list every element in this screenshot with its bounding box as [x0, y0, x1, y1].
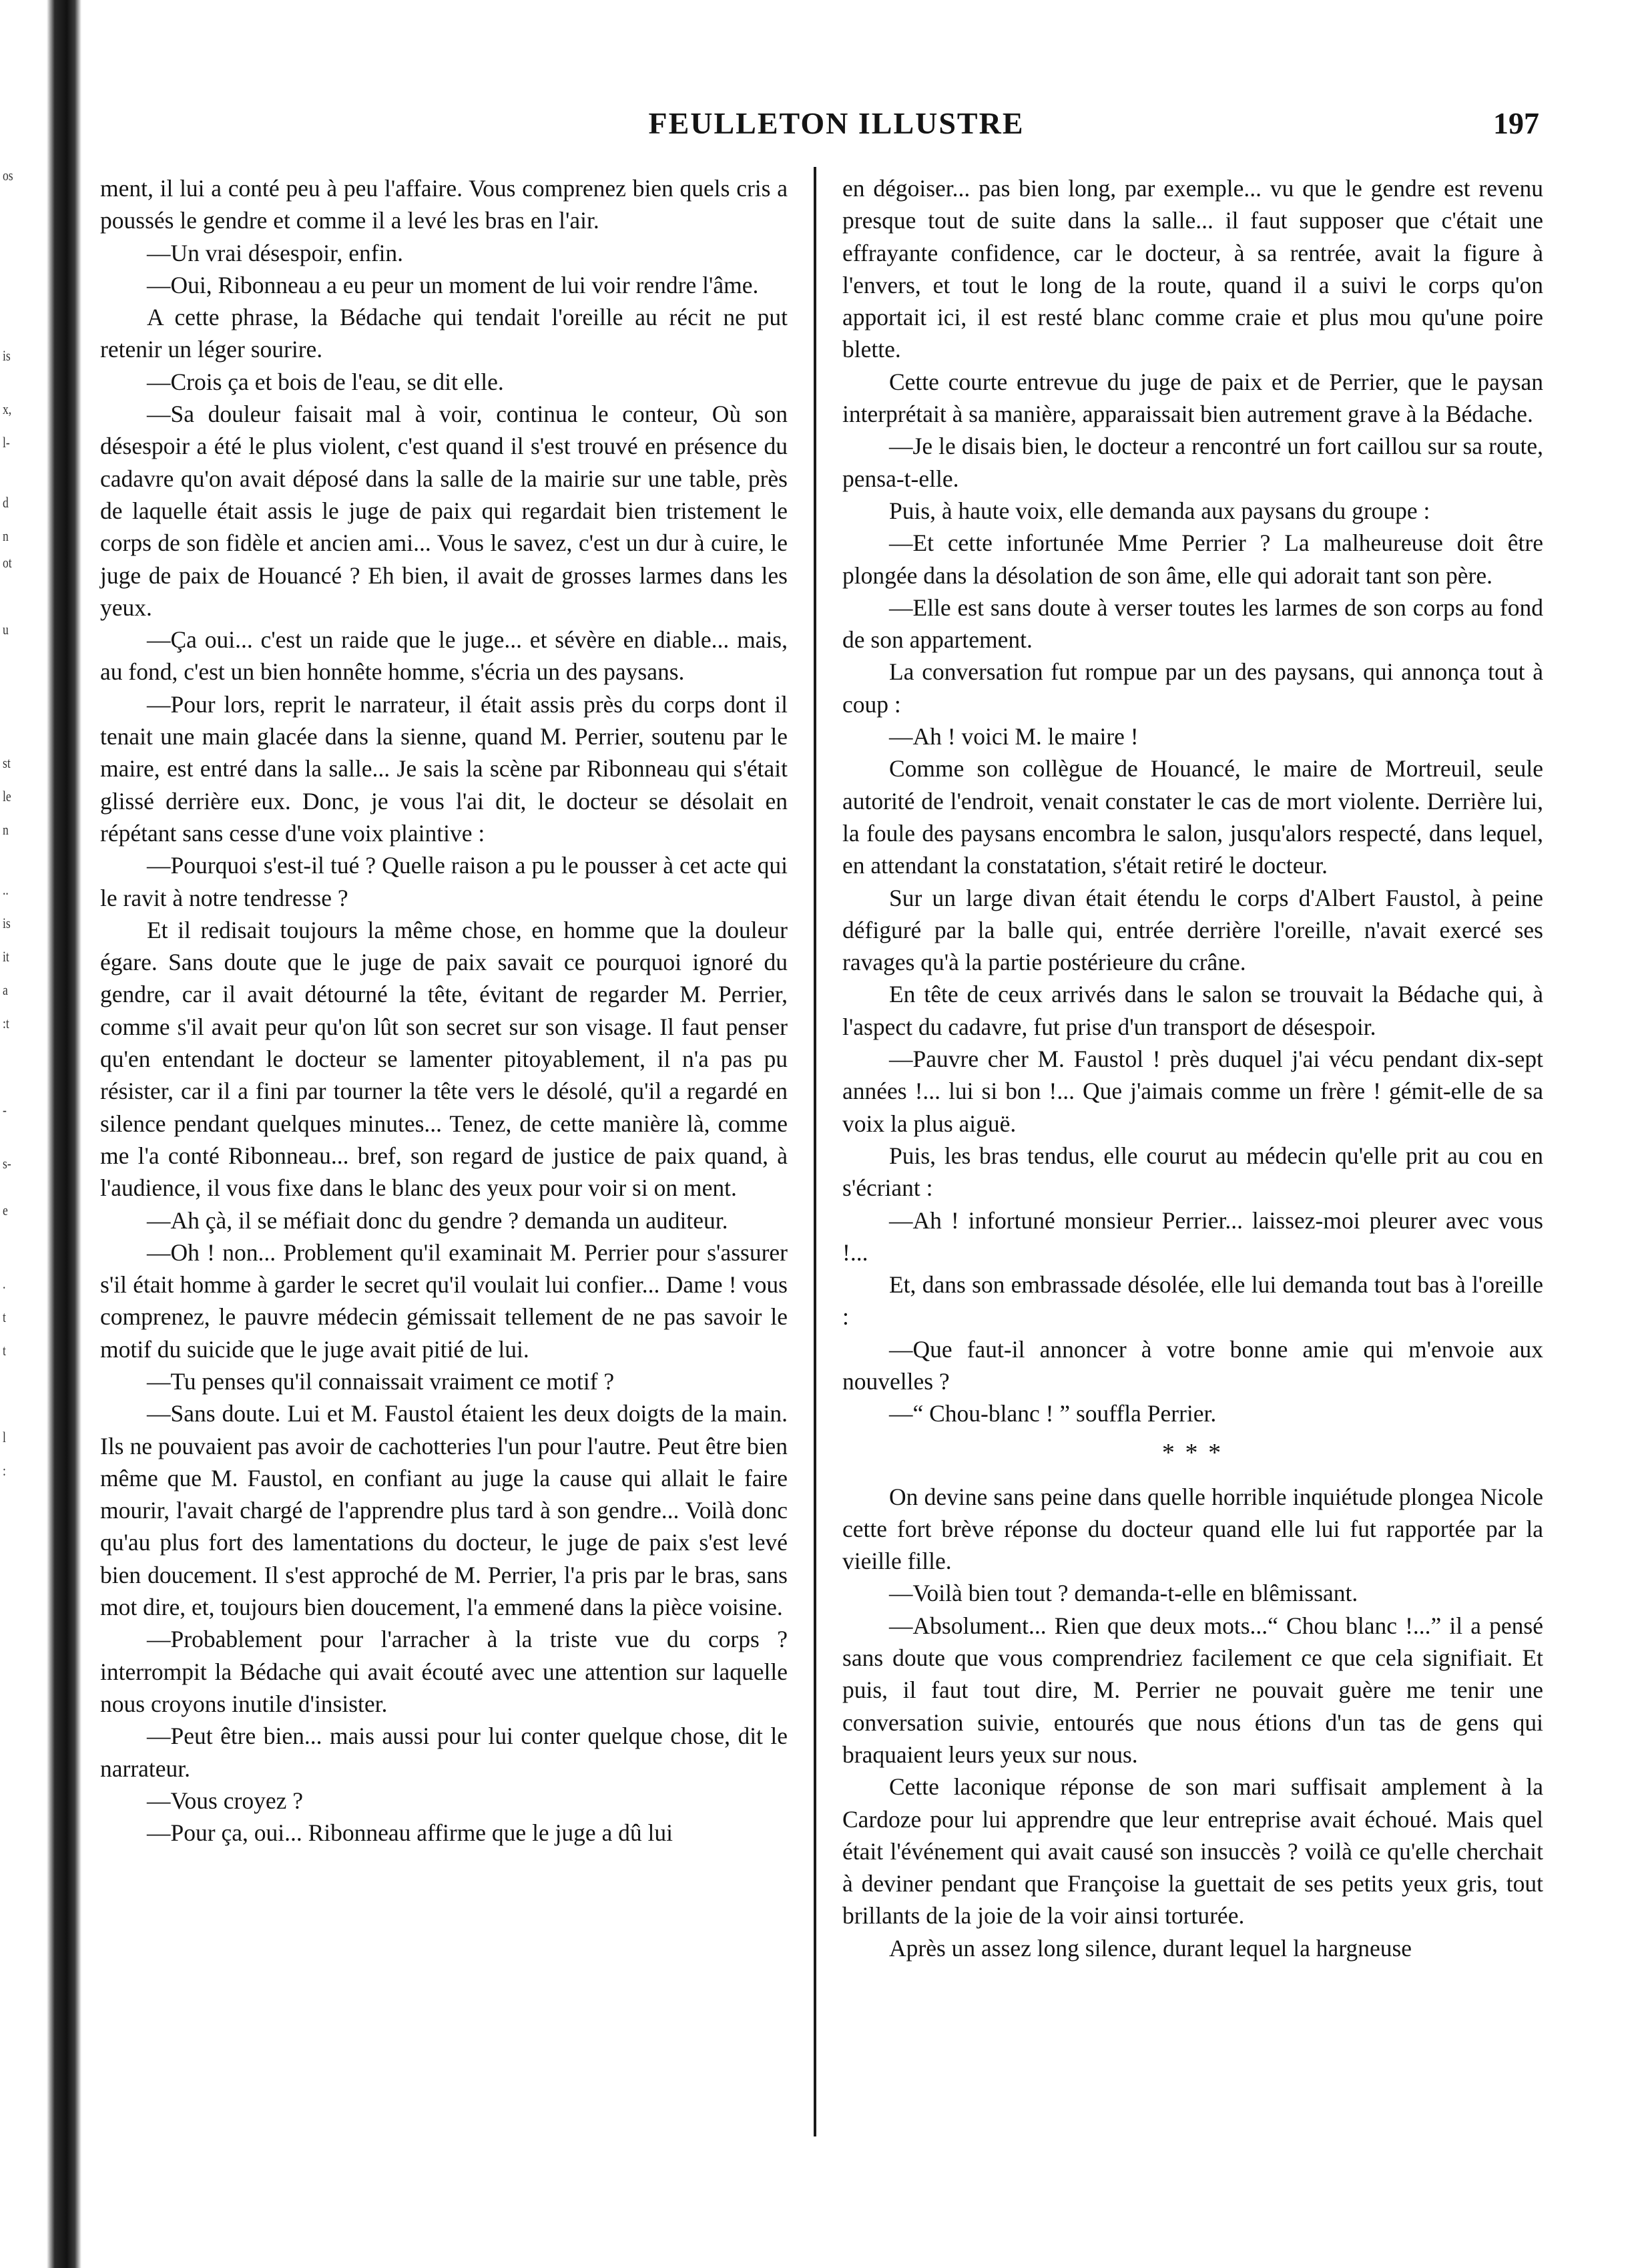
margin-fragment: :: [3, 1462, 6, 1479]
margin-fragment: t: [3, 1342, 6, 1359]
paragraph: La conversation fut rompue par un des paysans, qui annonça tout à coup :: [842, 658, 1543, 718]
margin-fragment: n: [3, 821, 9, 838]
paragraph: —Oui, Ribonneau a eu peur un moment de lui voir rendre l'âme.: [147, 271, 759, 298]
margin-fragment: le: [3, 788, 11, 805]
margin-fragment: l-: [3, 434, 10, 451]
paragraph: —Pour lors, reprit le narrateur, il était assis près du corps dont il tenait une main glacée dans la sienne, quand M. Perrier, soutenu par le maire, est entré dans la salle... Je sais la scène par Ribonneau qui s'était glissé derrière eux. Donc, je vous l'ai dit, le docteur se désolait en répétant sans cesse d'une voix plaintive :: [100, 690, 788, 847]
paragraph: —Ah ! infortuné monsieur Perrier... laissez-moi pleurer avec vous !...: [842, 1206, 1543, 1266]
margin-fragment: d: [3, 494, 9, 511]
paragraph: —Vous croyez ?: [147, 1787, 303, 1814]
margin-marks: [0, 0, 47, 2268]
margin-fragment: n: [3, 527, 9, 544]
paragraph: Puis, les bras tendus, elle courut au médecin qu'elle prit au cou en s'écriant :: [842, 1142, 1543, 1202]
paragraph: —Pauvre cher M. Faustol ! près duquel j'ai vécu pendant dix-sept années !... lui si bon !... Que j'aimais comme un frère ! gémit-elle de sa voix la plus aiguë.: [842, 1046, 1543, 1137]
margin-fragment: -: [3, 1102, 7, 1118]
paragraph: —Que faut-il annoncer à votre bonne amie qui m'envoie aux nouvelles ?: [842, 1335, 1543, 1395]
left-text-column: [100, 172, 788, 1849]
paragraph: —Oh ! non... Problement qu'il examinait M. Perrier pour s'assurer s'il était homme à garder le secret qu'il voulait lui confier... Dame ! vous comprenez, le pauvre médecin gémissait tellement de ne pas savoir le motif du suicide que le juge avait pitié de lui.: [100, 1238, 788, 1363]
paragraph: —Pour ça, oui... Ribonneau affirme que le juge a dû lui: [147, 1819, 673, 1847]
paragraph: —Un vrai désespoir, enfin.: [147, 239, 404, 266]
paragraph: Sur un large divan était étendu le corps d'Albert Faustol, à peine défiguré par la balle qui, entrée derrière l'oreille, n'avait exercé ses ravages qu'à la partie postérieure du crâne.: [842, 884, 1543, 976]
paragraph: —Crois ça et bois de l'eau, se dit elle.: [147, 368, 504, 395]
margin-fragment: os: [3, 167, 13, 184]
paragraph: Puis, à haute voix, elle demanda aux paysans du groupe :: [889, 497, 1430, 524]
margin-fragment: st: [3, 754, 11, 771]
paragraph: A cette phrase, la Bédache qui tendait l'oreille au récit ne put retenir un léger sourire.: [100, 304, 788, 363]
paragraph: —Peut être bien... mais aussi pour lui conter quelque chose, dit le narrateur.: [100, 1723, 788, 1782]
column-divider: [814, 167, 816, 2136]
margin-fragment: ot: [3, 554, 12, 571]
paragraph: —Absolument... Rien que deux mots...“ Chou blanc !...” il a pensé sans doute que vous comprendriez facilement ce que cela signifiait. Et puis, il faut tout dire, M. Perrier ne pouvait guère me tenir une conversation suivie, entourés que nous étions d'un tas de gens qui braquaient leurs yeux sur nous.: [842, 1612, 1543, 1768]
margin-fragment: .: [3, 1275, 6, 1292]
section-break-asterism: * * *: [1161, 1438, 1224, 1467]
margin-fragment: s-: [3, 1155, 11, 1172]
margin-fragment: is: [3, 915, 11, 931]
paragraph: —Sa douleur faisait mal à voir, continua le conteur, Où son désespoir a été le plus violent, c'est quand il s'est trouvé en présence du cadavre qu'on avait déposé dans la salle de la mairie sur une table, près de laquelle était assis le juge de paix qui regardait bien tristement le corps de son fidèle et ancien ami... Vous le savez, c'est un dur à cuire, le juge de paix de Houancé ? Eh bien, il avait de grosses larmes dans les yeux.: [100, 401, 788, 621]
right-text-column: [842, 172, 1543, 1964]
margin-fragment: ..: [3, 881, 9, 898]
paragraph: —Je le disais bien, le docteur a rencontré un fort caillou sur sa route, pensa-t-elle.: [842, 433, 1543, 492]
paragraph: Après un assez long silence, durant lequel la hargneuse: [889, 1934, 1412, 1962]
paragraph: En tête de ceux arrivés dans le salon se trouvait la Bédache qui, à l'aspect du cadavre, fut prise d'un transport de désespoir.: [842, 981, 1543, 1040]
margin-fragment: :t: [3, 1015, 9, 1032]
paragraph: —“ Chou-blanc ! ” souffla Perrier.: [889, 1400, 1217, 1427]
page-header: [133, 105, 1539, 146]
paragraph: —Elle est sans doute à verser toutes les larmes de son corps au fond de son appartement.: [842, 594, 1543, 654]
paragraph: —Pourquoi s'est-il tué ? Quelle raison a pu le pousser à cet acte qui le ravit à notre tendresse ?: [100, 852, 788, 911]
margin-fragment: a: [3, 981, 8, 998]
paragraph: —Probablement pour l'arracher à la triste vue du corps ? interrompit la Bédache qui avait écouté avec une attention sur laquelle nous croyons inutile d'insister.: [100, 1626, 788, 1717]
margin-fragment: t: [3, 1309, 6, 1325]
margin-fragment: x,: [3, 401, 12, 417]
paragraph: ment, il lui a conté peu à peu l'affaire. Vous comprenez bien quels cris a poussés le gendre et comme il a levé les bras en l'air.: [100, 175, 788, 234]
paragraph: —Ah ! voici M. le maire !: [889, 723, 1139, 750]
page-number: 197: [1493, 106, 1539, 140]
paragraph: —Tu penses qu'il connaissait vraiment ce motif ?: [147, 1367, 615, 1395]
paragraph: —Sans doute. Lui et M. Faustol étaient les deux doigts de la main. Ils ne pouvaient pas avoir de cachotteries l'un pour l'autre. Peut être bien même que M. Faustol, en confiant au juge la cause qui allait le faire mourir, l'avait chargé de l'apprendre plus tard à son gendre... Voilà donc qu'au plus fort des lamentations du docteur, le juge de paix s'est levé bien doucement. Il s'est approché de M. Perrier, l'a pris par le bras, sans mot dire, et, toujours bien doucement, l'a emmené dans la pièce voisine.: [100, 1400, 788, 1621]
paragraph: —Et cette infortunée Mme Perrier ? La malheureuse doit être plongée dans la désolation de son âme, elle qui adorait tant son père.: [842, 529, 1543, 589]
paragraph: On devine sans peine dans quelle horrible inquiétude plongea Nicole cette fort brève réponse du docteur quand elle lui fut rapportée par la vieille fille.: [842, 1483, 1543, 1575]
paragraph: Et, dans son embrassade désolée, elle lui demanda tout bas à l'oreille :: [842, 1271, 1543, 1331]
paragraph: —Ah çà, il se méfiait donc du gendre ? demanda un auditeur.: [147, 1206, 728, 1234]
margin-fragment: is: [3, 347, 11, 364]
paragraph: Comme son collègue de Houancé, le maire de Mortreuil, seule autorité de l'endroit, venait constater le cas de mort violente. Derrière lui, la foule des paysans encombra le salon, jusqu'alors respecté, dans lequel, en attendant la constatation, s'était retiré le docteur.: [842, 755, 1543, 879]
paragraph: —Voilà bien tout ? demanda-t-elle en blêmissant.: [889, 1580, 1358, 1607]
paragraph: Cette courte entrevue du juge de paix et de Perrier, que le paysan interprétait à sa manière, apparaissait bien autrement grave à la Bédache.: [842, 368, 1543, 428]
paragraph: Et il redisait toujours la même chose, en homme que la douleur égare. Sans doute que le juge de paix savait ce pourquoi ignoré du gendre, car il avait détourné la tête, évitant de regarder M. Perrier, comme s'il avait peur qu'on lût son secret sur son visage. Il faut penser qu'en entendant le docteur se lamenter pitoyablement, il n'a pas pu résister, car il a fini par tourner la tête vers le désolé, qu'il a regardé en silence pendant quelques minutes... Tenez, de cette manière là, comme me l'a conté Ribonneau... bref, son regard de justice de paix quand, à l'audience, il vous fixe dans le blanc des yeux pour voir si on ment.: [100, 916, 788, 1202]
margin-fragment: it: [3, 948, 9, 965]
paragraph: —Ça oui... c'est un raide que le juge... et sévère en diable... mais, au fond, c'est un bien honnête homme, s'écria un des paysans.: [100, 626, 788, 686]
margin-fragment: e: [3, 1202, 8, 1218]
margin-fragment: l: [3, 1429, 6, 1445]
margin-fragment: u: [3, 621, 9, 638]
running-title: FEULLETON ILLUSTRE: [648, 106, 1025, 140]
paragraph: Cette laconique réponse de son mari suffisait amplement à la Cardoze pour lui apprendre que leur entreprise avait échoué. Mais quel était l'événement qui avait causé son insuccès ? voilà ce qu'elle cherchait à deviner pendant que Françoise la guettait de ses petits yeux gris, tout brillants de la joie de la voir ainsi torturée.: [842, 1773, 1543, 1930]
paragraph: en dégoiser... pas bien long, par exemple... vu que le gendre est revenu presque tout de suite dans la salle... il faut supposer que c'était une effrayante confidence, car le docteur, à sa rentrée, avait la figure à l'envers, et tout le long de la route, quand il a suivi le corps qu'on apportait ici, il est resté blanc comme craie et plus mou qu'une poire blette.: [842, 175, 1543, 363]
